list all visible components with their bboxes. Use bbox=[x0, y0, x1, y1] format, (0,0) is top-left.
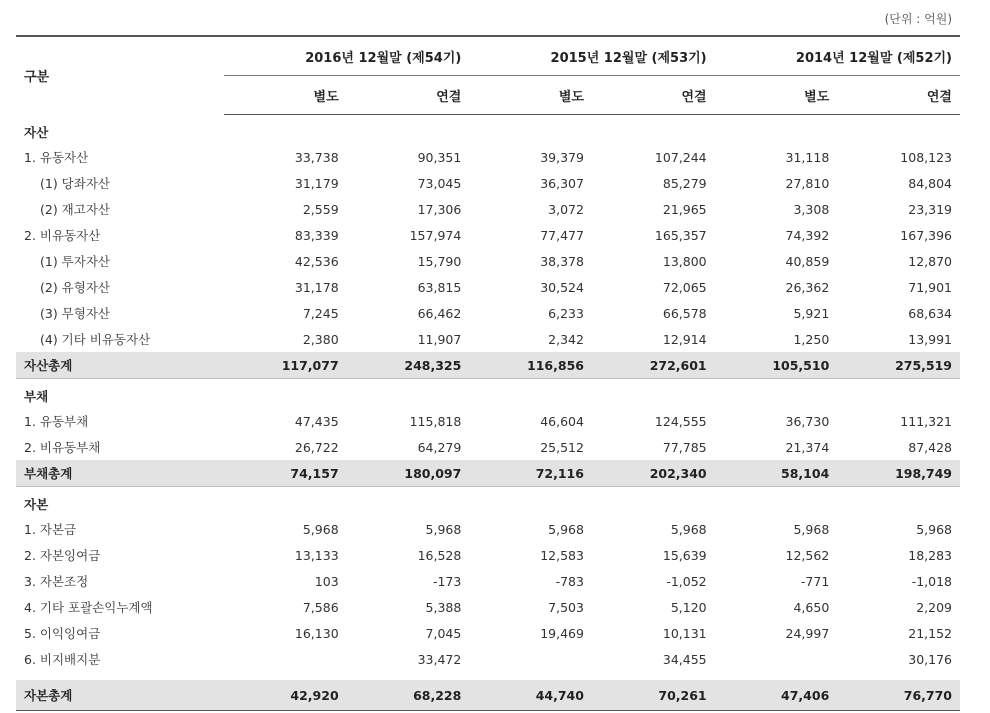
row-label: 1. 자본금 bbox=[24, 522, 77, 537]
row-value: 4,650 bbox=[793, 599, 830, 615]
row-value: 167,396 bbox=[900, 227, 952, 243]
basis-header: 연결 bbox=[837, 76, 960, 115]
total-value: 76,770 bbox=[837, 680, 960, 711]
total-value: 70,261 bbox=[592, 680, 715, 711]
year-header-2015: 2015년 12월말 (제53기) bbox=[469, 36, 714, 76]
row-value: 36,307 bbox=[540, 175, 584, 191]
row-value: 31,179 bbox=[294, 175, 339, 191]
row-value: 165,357 bbox=[654, 227, 707, 243]
total-value: 272,601 bbox=[592, 352, 715, 379]
row-value: 5,120 bbox=[670, 599, 707, 615]
row-value bbox=[469, 646, 592, 672]
row-value: 77,785 bbox=[662, 439, 707, 455]
total-value: 198,749 bbox=[837, 460, 960, 487]
row-value: 2,559 bbox=[302, 201, 339, 217]
row-label: 5. 이익잉여금 bbox=[24, 626, 101, 641]
row-value: 66,578 bbox=[662, 305, 707, 321]
total-value: 180,097 bbox=[347, 460, 470, 487]
total-label: 자산총계 bbox=[16, 352, 224, 379]
table-row bbox=[16, 196, 960, 222]
row-value: 13,133 bbox=[294, 547, 339, 563]
row-value: 66,462 bbox=[417, 305, 462, 321]
row-value: 73,045 bbox=[417, 175, 462, 191]
row-value: 40,859 bbox=[785, 253, 830, 269]
total-value: 105,510 bbox=[715, 352, 838, 379]
table-row bbox=[16, 542, 960, 568]
row-value: 24,997 bbox=[785, 625, 830, 641]
total-value: 72,116 bbox=[469, 460, 592, 487]
row-label: (4) 기타 비유동자산 bbox=[40, 332, 151, 347]
section-title: 자산 bbox=[24, 125, 49, 140]
row-value: 26,362 bbox=[785, 279, 830, 295]
row-value: 36,730 bbox=[785, 413, 830, 429]
row-label: 2. 비유동부채 bbox=[24, 440, 101, 455]
section-row-liabilities bbox=[16, 379, 960, 409]
row-value: 5,921 bbox=[793, 305, 830, 321]
total-value: 68,228 bbox=[347, 680, 470, 711]
row-value: 2,209 bbox=[916, 599, 952, 615]
row-value: 33,738 bbox=[294, 149, 339, 165]
table-body bbox=[16, 115, 960, 711]
basis-header: 별도 bbox=[224, 76, 347, 115]
row-value bbox=[715, 646, 838, 672]
row-value: 64,279 bbox=[417, 439, 462, 455]
row-value: 17,306 bbox=[417, 201, 462, 217]
basis-header: 연결 bbox=[347, 76, 470, 115]
row-value: 26,722 bbox=[294, 439, 339, 455]
table-row bbox=[16, 326, 960, 352]
year-header-2014: 2014년 12월말 (제52기) bbox=[715, 36, 960, 76]
row-label: 1. 유동자산 bbox=[24, 150, 89, 165]
row-value: 2,380 bbox=[302, 331, 339, 347]
row-value: 21,152 bbox=[908, 625, 952, 641]
row-value: -771 bbox=[800, 573, 830, 589]
table-row bbox=[16, 620, 960, 646]
row-value: 13,800 bbox=[662, 253, 707, 269]
table-row bbox=[16, 434, 960, 460]
table-row bbox=[16, 516, 960, 542]
total-label: 부채총계 bbox=[16, 460, 224, 487]
row-value: 77,477 bbox=[540, 227, 584, 243]
row-value: 15,639 bbox=[662, 547, 707, 563]
row-value: 71,901 bbox=[908, 279, 952, 295]
row-value: 31,178 bbox=[294, 279, 339, 295]
row-value: 42,536 bbox=[294, 253, 339, 269]
basis-header: 별도 bbox=[715, 76, 838, 115]
row-value: 34,455 bbox=[662, 651, 707, 667]
row-value: 47,435 bbox=[294, 413, 339, 429]
table-row bbox=[16, 646, 960, 672]
row-value: 1,250 bbox=[793, 331, 830, 347]
spacer-row bbox=[16, 672, 960, 680]
total-value: 44,740 bbox=[469, 680, 592, 711]
row-value bbox=[224, 646, 347, 672]
table-row bbox=[16, 170, 960, 196]
row-value: 157,974 bbox=[409, 227, 462, 243]
row-value: 10,131 bbox=[662, 625, 707, 641]
row-value: 115,818 bbox=[409, 413, 462, 429]
row-value: 103 bbox=[314, 573, 339, 589]
row-value: 2,342 bbox=[548, 331, 584, 347]
row-value: 31,118 bbox=[785, 149, 830, 165]
row-value: 85,279 bbox=[662, 175, 707, 191]
row-value: 72,065 bbox=[662, 279, 707, 295]
row-label: (3) 무형자산 bbox=[40, 306, 110, 321]
row-value: 38,378 bbox=[540, 253, 584, 269]
row-value: 23,319 bbox=[908, 201, 952, 217]
section-row-equity bbox=[16, 487, 960, 517]
row-label: (2) 재고자산 bbox=[40, 202, 110, 217]
row-value: 5,968 bbox=[670, 521, 707, 537]
row-value: 111,321 bbox=[900, 413, 952, 429]
row-value: 27,810 bbox=[785, 175, 830, 191]
total-value: 248,325 bbox=[347, 352, 470, 379]
row-value: 5,388 bbox=[425, 599, 462, 615]
total-value: 117,077 bbox=[224, 352, 347, 379]
row-label: 6. 비지배지분 bbox=[24, 652, 101, 667]
row-value: 3,072 bbox=[548, 201, 584, 217]
table-row bbox=[16, 568, 960, 594]
row-label: 2. 비유동자산 bbox=[24, 228, 101, 243]
spacer-cell bbox=[16, 672, 960, 680]
row-value: 16,528 bbox=[417, 547, 462, 563]
table-row bbox=[16, 222, 960, 248]
header-row-years bbox=[16, 36, 960, 76]
row-label: (2) 유형자산 bbox=[40, 280, 110, 295]
row-value: 5,968 bbox=[916, 521, 952, 537]
row-value: 12,562 bbox=[785, 547, 830, 563]
total-value: 42,920 bbox=[224, 680, 347, 711]
row-value: 19,469 bbox=[540, 625, 584, 641]
row-value: 7,245 bbox=[302, 305, 339, 321]
table-row bbox=[16, 594, 960, 620]
row-value: 5,968 bbox=[548, 521, 584, 537]
total-value: 116,856 bbox=[469, 352, 592, 379]
row-value: 30,176 bbox=[908, 651, 952, 667]
basis-header: 별도 bbox=[469, 76, 592, 115]
row-value: 33,472 bbox=[417, 651, 462, 667]
total-row-liabilities bbox=[16, 460, 960, 487]
section-title: 부채 bbox=[24, 389, 49, 404]
row-value: -1,052 bbox=[666, 573, 707, 589]
row-value: 87,428 bbox=[908, 439, 952, 455]
row-value: 25,512 bbox=[540, 439, 584, 455]
row-value: 63,815 bbox=[417, 279, 462, 295]
row-value: 11,907 bbox=[417, 331, 462, 347]
row-value: 124,555 bbox=[654, 413, 707, 429]
total-label: 자본총계 bbox=[16, 680, 224, 711]
row-value: 84,804 bbox=[908, 175, 952, 191]
row-label: 1. 유동부채 bbox=[24, 414, 89, 429]
row-value: 5,968 bbox=[425, 521, 462, 537]
row-value: -173 bbox=[432, 573, 462, 589]
row-value: 39,379 bbox=[540, 149, 584, 165]
section-row-assets bbox=[16, 115, 960, 145]
total-row-equity bbox=[16, 680, 960, 711]
row-value: -783 bbox=[555, 573, 584, 589]
total-value: 47,406 bbox=[715, 680, 838, 711]
row-value: 5,968 bbox=[302, 521, 339, 537]
row-value: 13,991 bbox=[908, 331, 952, 347]
balance-sheet-table bbox=[16, 35, 960, 711]
total-value: 74,157 bbox=[224, 460, 347, 487]
table-row bbox=[16, 300, 960, 326]
row-value: 30,524 bbox=[540, 279, 584, 295]
year-header-2016: 2016년 12월말 (제54기) bbox=[224, 36, 469, 76]
row-value: 3,308 bbox=[793, 201, 830, 217]
row-label: 4. 기타 포괄손익누계액 bbox=[24, 600, 153, 615]
table-row bbox=[16, 408, 960, 434]
total-value: 275,519 bbox=[837, 352, 960, 379]
row-value: 7,503 bbox=[548, 599, 584, 615]
column-label-header: 구분 bbox=[16, 36, 224, 115]
row-label: 2. 자본잉여금 bbox=[24, 548, 101, 563]
row-value: 68,634 bbox=[908, 305, 952, 321]
row-value: 108,123 bbox=[900, 149, 952, 165]
row-value: 7,586 bbox=[302, 599, 339, 615]
row-value: 21,374 bbox=[785, 439, 830, 455]
row-value: 5,968 bbox=[793, 521, 830, 537]
unit-label: (단위 : 억원) bbox=[884, 12, 952, 26]
row-value: 16,130 bbox=[294, 625, 339, 641]
total-value: 58,104 bbox=[715, 460, 838, 487]
row-value: 6,233 bbox=[548, 305, 584, 321]
table-row bbox=[16, 248, 960, 274]
row-label: (1) 당좌자산 bbox=[40, 176, 110, 191]
table-row bbox=[16, 274, 960, 300]
row-value: 21,965 bbox=[662, 201, 707, 217]
row-value: 90,351 bbox=[417, 149, 462, 165]
basis-header: 연결 bbox=[592, 76, 715, 115]
row-value: 7,045 bbox=[425, 625, 462, 641]
row-value: 107,244 bbox=[654, 149, 707, 165]
row-value: 18,283 bbox=[908, 547, 952, 563]
row-value: 12,583 bbox=[540, 547, 584, 563]
row-value: 12,870 bbox=[908, 253, 952, 269]
table-row bbox=[16, 144, 960, 170]
row-value: 46,604 bbox=[540, 413, 584, 429]
row-label: (1) 투자자산 bbox=[40, 254, 110, 269]
row-value: 15,790 bbox=[417, 253, 462, 269]
row-value: 83,339 bbox=[294, 227, 339, 243]
row-label: 3. 자본조정 bbox=[24, 574, 89, 589]
row-value: -1,018 bbox=[911, 573, 952, 589]
row-value: 74,392 bbox=[785, 227, 830, 243]
total-row-assets bbox=[16, 352, 960, 379]
row-value: 12,914 bbox=[662, 331, 707, 347]
section-title: 자본 bbox=[24, 497, 49, 512]
total-value: 202,340 bbox=[592, 460, 715, 487]
